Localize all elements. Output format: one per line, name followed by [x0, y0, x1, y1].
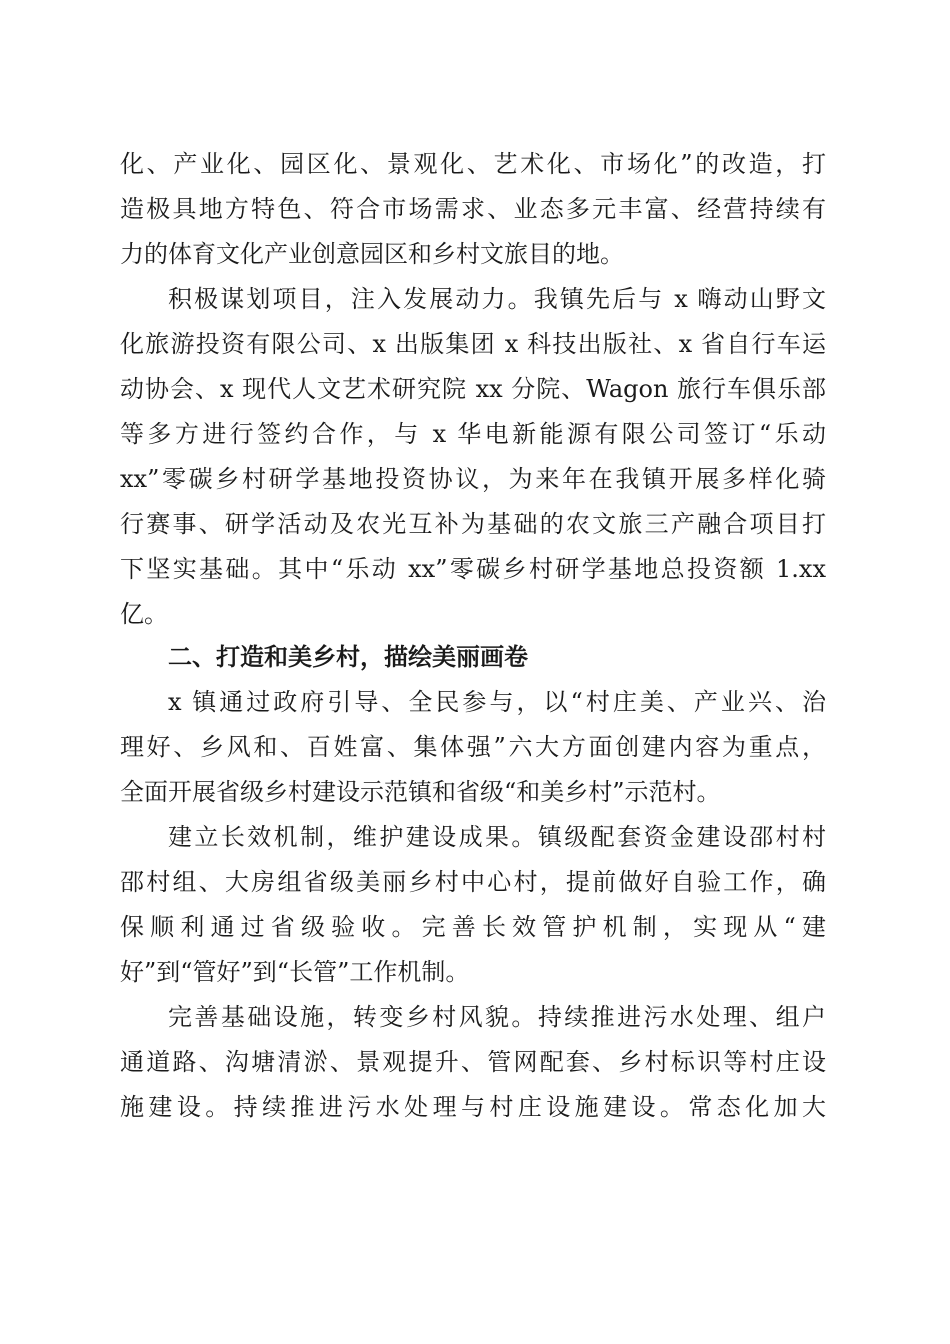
paragraph-4-line-1: 建立长效机制，维护建设成果。镇级配套资金建设邵村村 [168, 823, 826, 851]
paragraph-5-line-2: 通道路、沟塘清淤、景观提升、管网配套、乡村标识等村庄设 [120, 1048, 826, 1076]
paragraph-3-line-2: 理好、乡风和、百姓富、集体强”六大方面创建内容为重点， [120, 733, 826, 761]
paragraph-2-line-1: 积极谋划项目，注入发展动力。我镇先后与 x 嗨动山野文 [168, 285, 826, 313]
paragraph-5-line-3: 施建设。持续推进污水处理与村庄设施建设。常态化加大 [120, 1093, 826, 1121]
paragraph-5-line-1: 完善基础设施，转变乡村风貌。持续推进污水处理、组户 [168, 1003, 826, 1031]
paragraph-1-line-2: 造极具地方特色、符合市场需求、业态多元丰富、经营持续有 [120, 195, 826, 223]
paragraph-4-line-4: 好”到“管好”到“长管”工作机制。 [120, 958, 470, 986]
paragraph-2-line-4: 等多方进行签约合作，与 x 华电新能源有限公司签订“乐动 [120, 420, 826, 448]
paragraph-1-line-3: 力的体育文化产业创意园区和乡村文旅目的地。 [120, 240, 624, 268]
paragraph-3-line-3: 全面开展省级乡村建设示范镇和省级“和美乡村”示范村。 [120, 778, 721, 806]
paragraph-3-line-1: x 镇通过政府引导、全民参与，以“村庄美、产业兴、治 [168, 688, 826, 716]
paragraph-1-line-1: 化、产业化、园区化、景观化、艺术化、市场化”的改造，打 [120, 150, 826, 178]
paragraph-2-line-7: 下坚实基础。其中“乐动 xx”零碳乡村研学基地总投资额 1.xx [120, 555, 826, 583]
paragraph-2-line-8: 亿。 [120, 600, 168, 628]
section-heading: 二、打造和美乡村，描绘美丽画卷 [168, 643, 528, 671]
paragraph-2-line-6: 行赛事、研学活动及农光互补为基础的农文旅三产融合项目打 [120, 510, 826, 538]
paragraph-2-line-5: xx”零碳乡村研学基地投资协议，为来年在我镇开展多样化骑 [120, 465, 826, 493]
paragraph-2-line-2: 化旅游投资有限公司、x 出版集团 x 科技出版社、x 省自行车运 [120, 330, 826, 358]
paragraph-4-line-3: 保顺利通过省级验收。完善长效管护机制，实现从“建 [120, 913, 826, 941]
paragraph-4-line-2: 邵村组、大房组省级美丽乡村中心村，提前做好自验工作，确 [120, 868, 826, 896]
paragraph-2-line-3: 动协会、x 现代人文艺术研究院 xx 分院、Wagon 旅行车俱乐部 [120, 375, 826, 403]
